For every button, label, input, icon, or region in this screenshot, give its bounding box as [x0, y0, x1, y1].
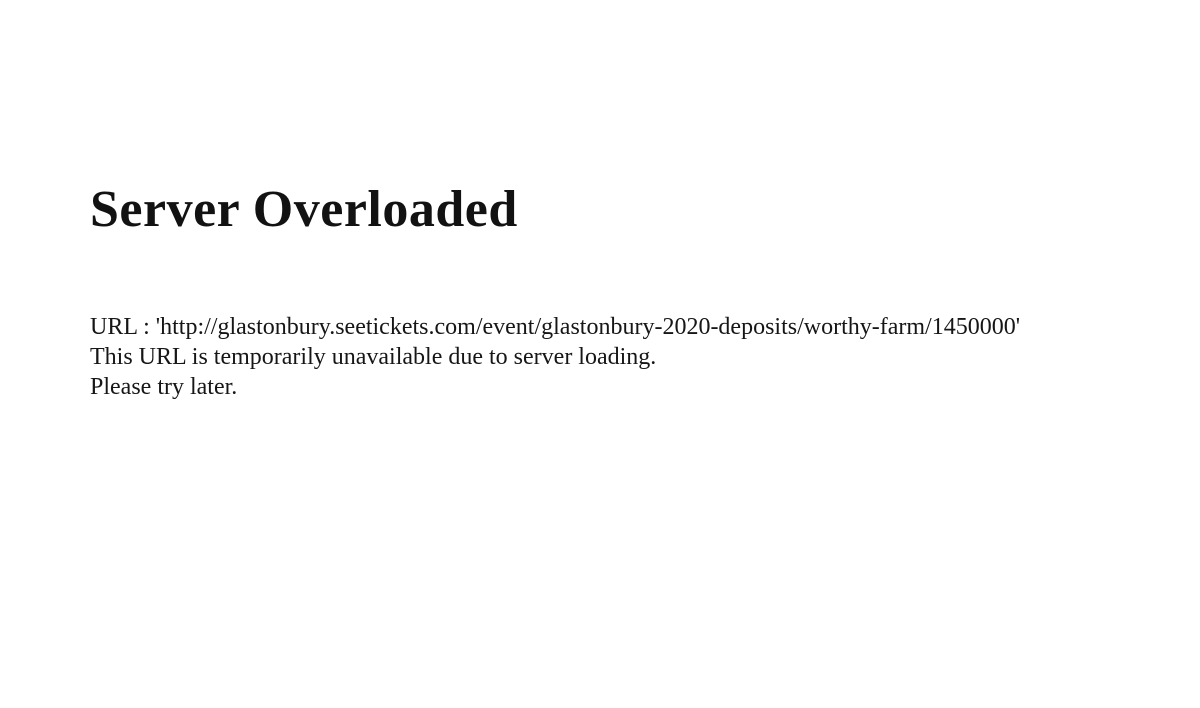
error-retry-line: Please try later.	[90, 374, 238, 400]
error-url-line: URL : 'http://glastonbury.seetickets.com/event/glastonbury-2020-deposits/worthy-farm/1450000'	[90, 314, 1021, 340]
error-reason-line: This URL is temporarily unavailable due to server loading.	[90, 344, 657, 370]
error-message	[90, 312, 1160, 402]
page-title: Server Overloaded	[90, 181, 518, 238]
